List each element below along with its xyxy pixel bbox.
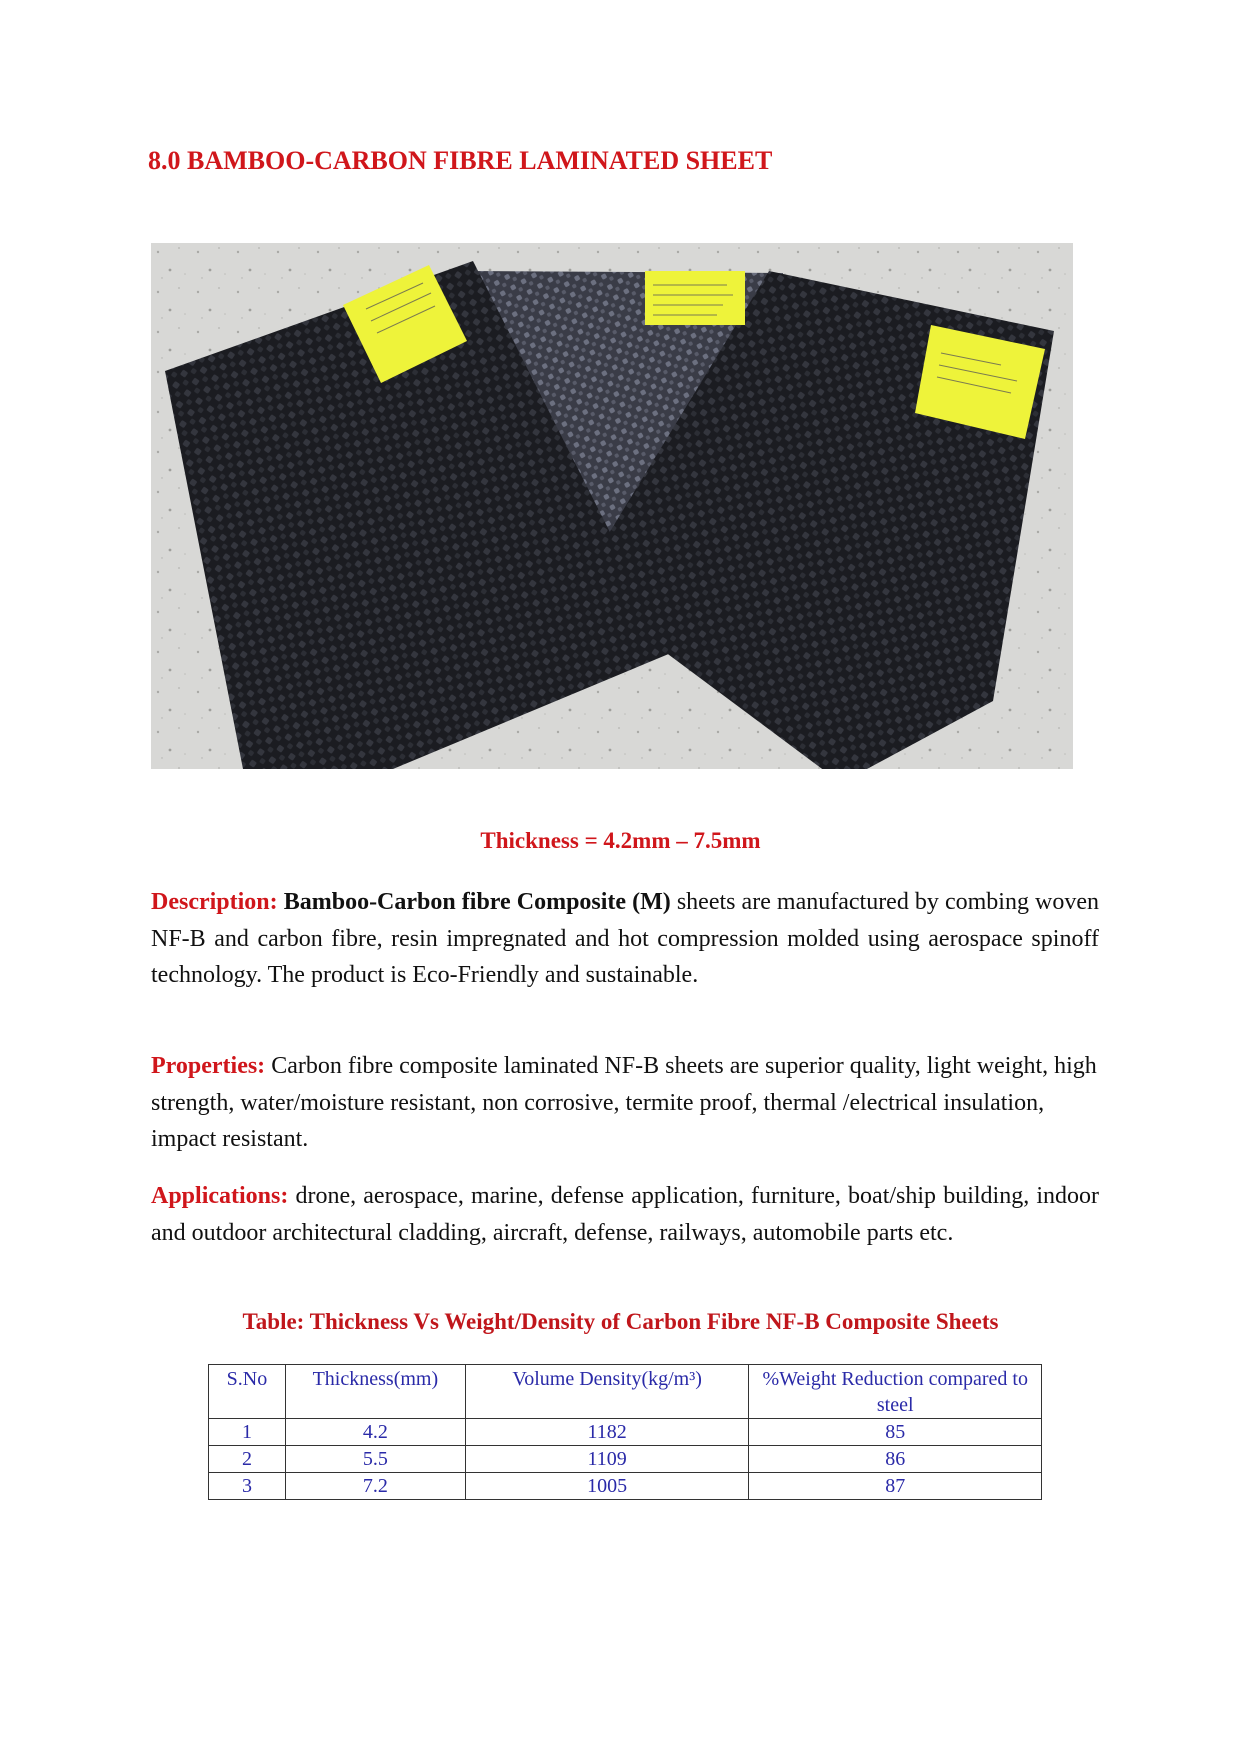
description-product-name: Bamboo-Carbon fibre Composite (M) <box>283 889 671 915</box>
cell-sno: 2 <box>209 1446 286 1473</box>
cell-reduction: 86 <box>749 1446 1042 1473</box>
applications-paragraph <box>151 1178 1099 1251</box>
cell-reduction: 85 <box>749 1419 1042 1446</box>
cell-reduction: 87 <box>749 1473 1042 1500</box>
table-row <box>209 1473 1042 1500</box>
cell-density: 1182 <box>465 1419 749 1446</box>
description-label: Description: <box>151 889 278 915</box>
applications-text: drone, aerospace, marine, defense application, furniture, boat/ship building, indoor and outdoor architectural cladding, aircraft, defense, railways, automobile parts etc. <box>151 1183 1099 1246</box>
cell-thickness: 4.2 <box>285 1419 465 1446</box>
properties-label: Properties: <box>151 1053 266 1079</box>
header-sno: S.No <box>209 1365 286 1419</box>
description-text: sheets are manufactured by combing woven NF-B and carbon fibre, resin impregnated and hot compression molded using aerospace spinoff technology. The product is Eco-Friendly and sustainable. <box>151 889 1099 988</box>
table-header-row <box>209 1365 1042 1419</box>
properties-paragraph <box>151 1048 1099 1158</box>
header-thickness: Thickness(mm) <box>285 1365 465 1419</box>
description-paragraph <box>151 884 1099 994</box>
table-row <box>209 1446 1042 1473</box>
section-heading: 8.0 BAMBOO-CARBON FIBRE LAMINATED SHEET <box>148 146 773 175</box>
cell-density: 1109 <box>465 1446 749 1473</box>
table-row <box>209 1419 1042 1446</box>
header-volume-density: Volume Density(kg/m³) <box>465 1365 749 1419</box>
cell-sno: 1 <box>209 1419 286 1446</box>
properties-text: Carbon fibre composite laminated NF-B sheets are superior quality, light weight, high strength, water/moisture resistant, non corrosive, termite proof, thermal /electrical insulation, impact resistant. <box>151 1053 1097 1152</box>
product-photo <box>151 243 1073 769</box>
applications-label: Applications: <box>151 1183 289 1209</box>
thickness-range: Thickness = 4.2mm – 7.5mm <box>480 828 761 853</box>
header-weight-reduction: %Weight Reduction compared to steel <box>749 1365 1042 1419</box>
cell-sno: 3 <box>209 1473 286 1500</box>
density-table <box>208 1364 1042 1500</box>
table-caption: Table: Thickness Vs Weight/Density of Carbon Fibre NF-B Composite Sheets <box>242 1309 999 1334</box>
cell-density: 1005 <box>465 1473 749 1500</box>
cell-thickness: 5.5 <box>285 1446 465 1473</box>
cell-thickness: 7.2 <box>285 1473 465 1500</box>
sticky-note-middle <box>645 271 745 325</box>
